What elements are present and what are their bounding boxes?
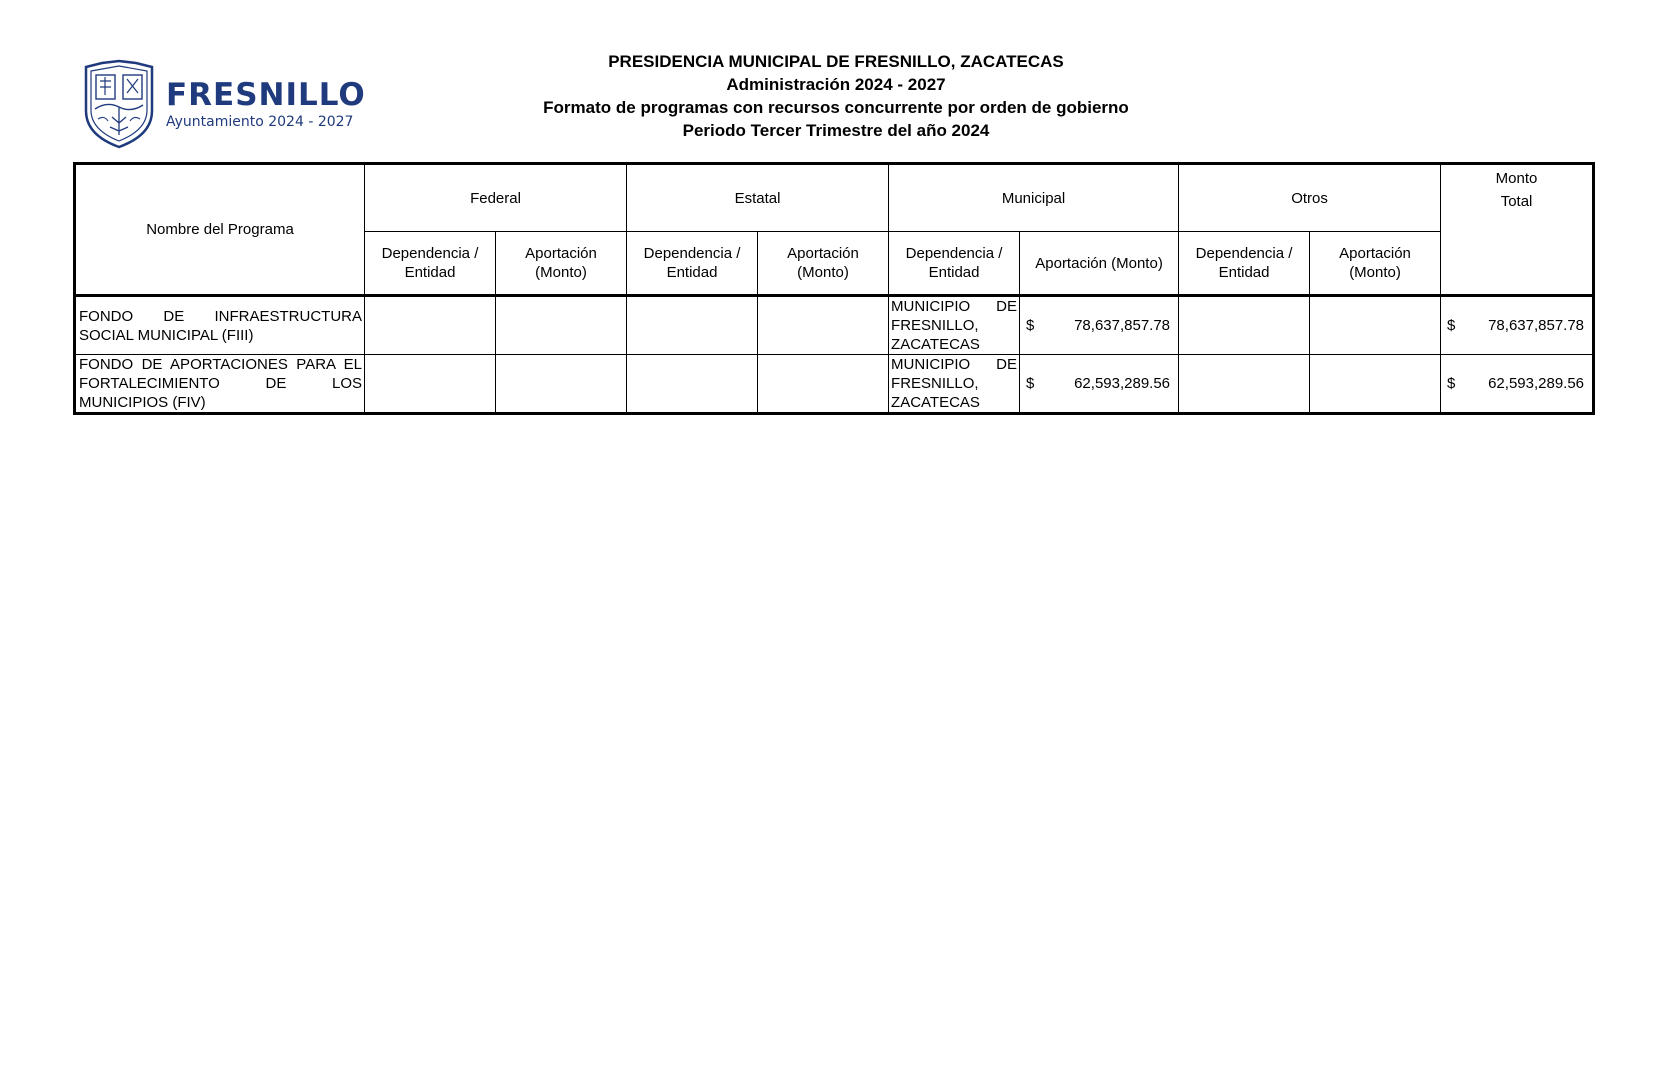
program-name: FONDO DE INFRAESTRUCTURA SOCIAL MUNICIPAL (FIII) xyxy=(75,296,365,355)
total-amount: 78,637,857.78 xyxy=(1488,317,1585,334)
logo-name: FRESNILLO xyxy=(166,77,366,113)
estatal-dep-cell xyxy=(627,355,758,414)
municipal-dep-header: Dependencia / Entidad xyxy=(889,232,1020,296)
header-total xyxy=(1441,164,1594,296)
estatal-dep-cell xyxy=(627,296,758,355)
federal-apo-header: Aportación (Monto) xyxy=(496,232,627,296)
municipal-amount-cell xyxy=(1020,355,1179,414)
estatal-apo-cell xyxy=(758,296,889,355)
federal-dep-cell xyxy=(365,296,496,355)
municipal-dep-cell: MUNICIPIO DE FRESNILLO, ZACATECAS xyxy=(889,355,1020,414)
federal-apo-cell xyxy=(496,296,627,355)
otros-dep-cell xyxy=(1179,355,1310,414)
logo xyxy=(82,58,372,150)
otros-apo-cell xyxy=(1310,355,1441,414)
municipal-apo-header: Aportación (Monto) xyxy=(1020,232,1179,296)
total-amount: 62,593,289.56 xyxy=(1488,375,1585,392)
estatal-apo-header: Aportación (Monto) xyxy=(758,232,889,296)
municipal-amount: 78,637,857.78 xyxy=(1074,317,1171,334)
currency-symbol: $ xyxy=(1026,375,1035,392)
currency-symbol: $ xyxy=(1447,317,1456,334)
municipal-dep-cell: MUNICIPIO DE FRESNILLO, ZACATECAS xyxy=(889,296,1020,355)
estatal-apo-cell xyxy=(758,355,889,414)
document-header xyxy=(470,50,1202,142)
federal-apo-cell xyxy=(496,355,627,414)
municipal-amount-cell xyxy=(1020,296,1179,355)
header-period: Periodo Tercer Trimestre del año 2024 xyxy=(682,121,990,140)
header-total-line1: Monto xyxy=(1495,170,1538,187)
header-total-line2: Total xyxy=(1500,193,1533,210)
program-name: FONDO DE APORTACIONES PARA EL FORTALECIMIENTO DE LOS MUNICIPIOS (FIV) xyxy=(75,355,365,414)
estatal-dep-header: Dependencia / Entidad xyxy=(627,232,758,296)
federal-dep-header: Dependencia / Entidad xyxy=(365,232,496,296)
logo-subtitle: Ayuntamiento 2024 - 2027 xyxy=(166,114,354,130)
shield-icon xyxy=(82,59,156,149)
header-federal: Federal xyxy=(365,164,627,232)
otros-apo-cell xyxy=(1310,296,1441,355)
currency-symbol: $ xyxy=(1447,375,1456,392)
otros-apo-header: Aportación (Monto) xyxy=(1310,232,1441,296)
otros-dep-cell xyxy=(1179,296,1310,355)
total-cell xyxy=(1441,355,1594,414)
header-municipal: Municipal xyxy=(889,164,1179,232)
municipal-amount: 62,593,289.56 xyxy=(1074,375,1171,392)
table-row xyxy=(75,355,1594,414)
header-estatal: Estatal xyxy=(627,164,889,232)
header-title: PRESIDENCIA MUNICIPAL DE FRESNILLO, ZACATECAS xyxy=(608,52,1064,71)
header-program-name: Nombre del Programa xyxy=(75,164,365,296)
otros-dep-header: Dependencia / Entidad xyxy=(1179,232,1310,296)
header-otros: Otros xyxy=(1179,164,1441,232)
currency-symbol: $ xyxy=(1026,317,1035,334)
total-cell xyxy=(1441,296,1594,355)
header-format: Formato de programas con recursos concurrente por orden de gobierno xyxy=(543,98,1129,117)
federal-dep-cell xyxy=(365,355,496,414)
header-administration: Administración 2024 - 2027 xyxy=(726,75,946,94)
table-row xyxy=(75,296,1594,355)
programs-table xyxy=(73,162,1595,415)
